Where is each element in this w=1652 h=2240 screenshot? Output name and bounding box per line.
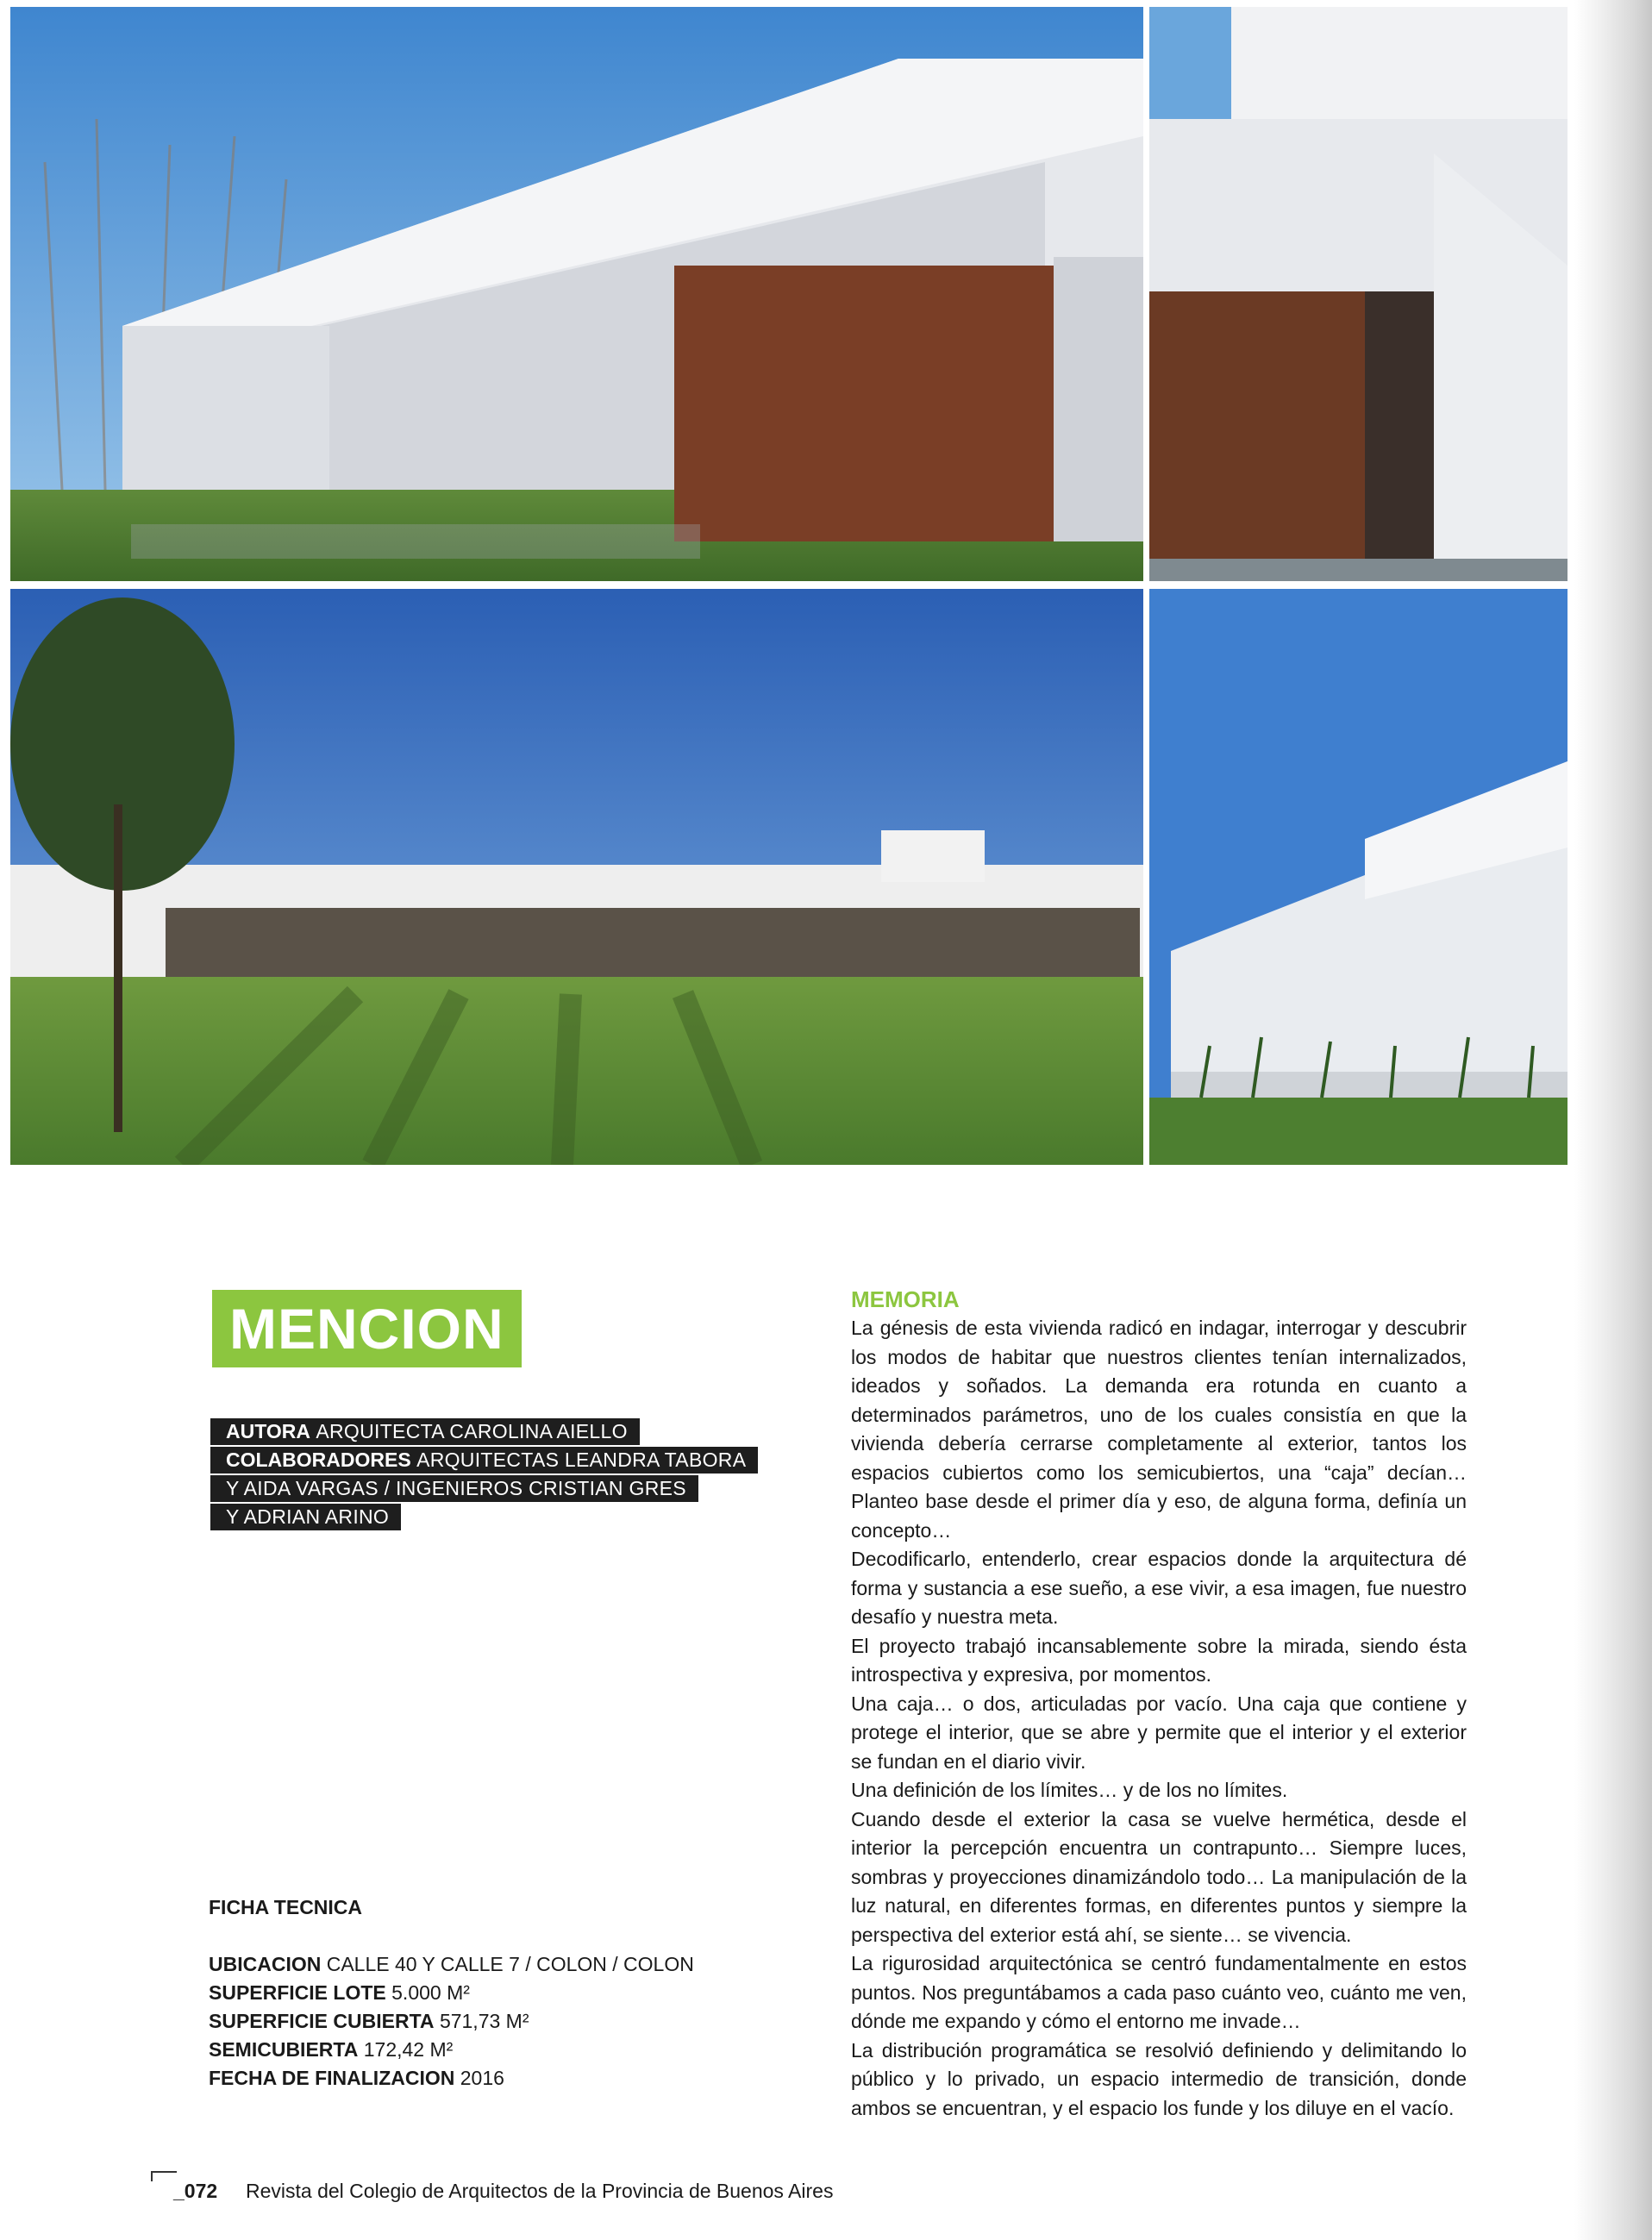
sheet-label: SUPERFICIE LOTE — [209, 1981, 386, 2004]
sheet-row-location — [209, 1950, 694, 1979]
memoria-paragraph: La génesis de esta vivienda radicó en indagar, interrogar y descubrir los modos de habitar que nuestros clientes tenían internalizados, ideados y soñados. La demanda era rotunda en cuanto a determinados parámetros, uno de los cuales consistía en que la vivienda debería cerrarse completamente al exterior, tantos los espacios cubiertos como los semicubiertos, una “caja” decían… Planteo base desde el primer día y eso, de alguna forma, definía un concepto… — [851, 1317, 1467, 1542]
photo-house-facade-wide — [10, 7, 1143, 581]
sheet-value: 5.000 M² — [391, 1981, 470, 2004]
sheet-label: UBICACION — [209, 1953, 322, 1975]
sheet-value: CALLE 40 Y CALLE 7 / COLON / COLON — [326, 1953, 694, 1975]
sheet-row-lot-area — [209, 1979, 694, 2007]
credit-role: COLABORADORES — [226, 1448, 411, 1471]
memoria-paragraph: El proyecto trabajó incansablemente sobre la mirada, siendo ésta introspectiva y expresiva, por momentos. — [851, 1634, 1467, 1686]
credit-names: ARQUITECTAS LEANDRA TABORA — [416, 1448, 747, 1471]
credit-line-collaborators-cont — [210, 1475, 698, 1502]
memoria-text — [851, 1314, 1467, 2123]
publication-name: Revista del Colegio de Arquitectos de la Provincia de Buenos Aires — [246, 2180, 834, 2202]
sheet-label: SUPERFICIE CUBIERTA — [209, 2010, 435, 2032]
memoria-paragraph: La rigurosidad arquitectónica se centró fundamentalmente en estos puntos. Nos preguntábamos a cada paso cuánto veo, cuánto me ven, dónde me expando y cómo el entorno me invade… — [851, 1952, 1467, 2032]
credit-line-author — [210, 1418, 640, 1445]
credit-line-collaborators-end — [210, 1504, 401, 1530]
memoria-paragraph: Decodificarlo, entenderlo, crear espacios donde la arquitectura dé forma y sustancia a ese sueño, a ese vivir, a esa imagen, fue nuestro desafío y nuestra meta. — [851, 1548, 1467, 1628]
credits-block — [210, 1418, 758, 1532]
memoria-paragraph: Una definición de los límites… y de los no límites. — [851, 1779, 1288, 1801]
sheet-value: 571,73 M² — [439, 2010, 529, 2032]
credit-names: Y AIDA VARGAS / INGENIEROS CRISTIAN GRES — [226, 1477, 686, 1499]
memoria-paragraph: Cuando desde el exterior la casa se vuelve hermética, desde el interior la percepción encuentra un contrapunto… Siempre luces, sombras y proyecciones dinamizándolo todo… La manipulación de la luz natural, en diferentes formas, en diferentes puntos y siempre la perspectiva del exterior está ahí, se siente… se vivencia. — [851, 1807, 1467, 1946]
credit-names: Y ADRIAN ARINO — [226, 1505, 390, 1528]
sheet-label: SEMICUBIERTA — [209, 2038, 359, 2061]
page-number: _072 — [173, 2180, 218, 2202]
credit-names: ARQUITECTA CAROLINA AIELLO — [316, 1420, 628, 1442]
credit-line-collaborators — [210, 1447, 758, 1474]
sheet-value: 172,42 M² — [363, 2038, 454, 2061]
credit-role: AUTORA — [226, 1420, 310, 1442]
photo-house-entrance-corner — [1149, 7, 1568, 581]
photo-house-side-walls — [1149, 589, 1568, 1165]
memoria-title: MEMORIA — [851, 1286, 960, 1312]
photo-house-garden-view — [10, 589, 1143, 1165]
page-gutter-shadow — [1574, 0, 1652, 2240]
memoria-section — [851, 1285, 1467, 2123]
sheet-row-completion-date — [209, 2064, 694, 2093]
sheet-row-semicovered-area — [209, 2036, 694, 2064]
sheet-label: FECHA DE FINALIZACION — [209, 2067, 455, 2089]
sheet-value: 2016 — [460, 2067, 504, 2089]
sheet-row-covered-area — [209, 2007, 694, 2036]
memoria-paragraph: Una caja… o dos, articuladas por vacío. Una caja que contiene y protege el interior, que se abre y permite que el interior y el exterior se fundan en el diario vivir. — [851, 1692, 1467, 1773]
technical-sheet-title: FICHA TECNICA — [209, 1896, 363, 1918]
memoria-paragraph: La distribución programática se resolvió definiendo y delimitando lo público y lo privado, un espacio intermedio de transición, donde ambos se encuentran, y el espacio los funde y los diluye en el vacío. — [851, 2038, 1467, 2119]
award-badge: MENCION — [212, 1290, 522, 1367]
technical-sheet — [209, 1893, 694, 2093]
